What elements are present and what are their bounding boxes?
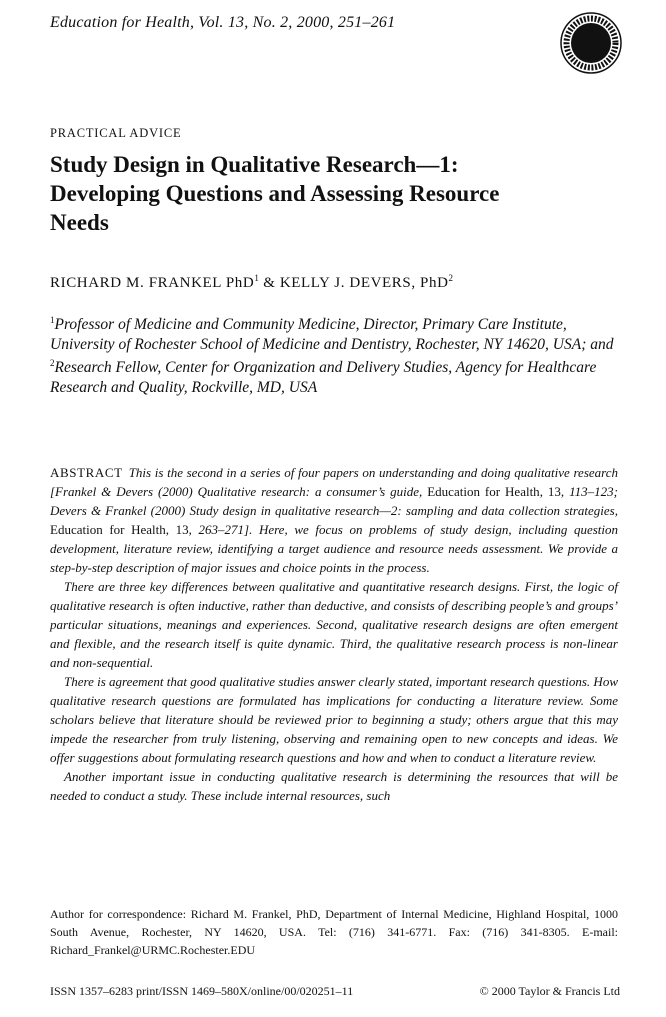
journal-name: Education for Health [50, 522, 166, 537]
abstract [50, 463, 618, 805]
affiliation-mark: 1 [50, 315, 55, 325]
author-name: RICHARD M. FRANKEL PhD [50, 275, 255, 291]
affiliations [50, 311, 630, 397]
affiliation-text: Research Fellow, Center for Organization and Delivery Studies, Agency for Healthcare Research and Quality, Rockville, MD, USA [50, 359, 597, 396]
affiliation-text: Professor of Medicine and Community Medicine, Director, Primary Care Institute, University of Rochester School of Medicine and Dentistry, Rochester, NY 14620, USA; and [50, 316, 614, 353]
article-title [50, 150, 630, 237]
section-label: PRACTICAL ADVICE [50, 126, 182, 140]
abstract-text: , 13, [165, 522, 199, 537]
author-separator: & [258, 275, 280, 291]
issn-line: ISSN 1357–6283 print/ISSN 1469–580X/online/00/020251–11 [50, 984, 354, 998]
abstract-text: This is the second in a series of four papers on understanding and doing qualitative research [Frankel & Devers (2000) Qualitative research: a consumer’s guide, [50, 465, 618, 499]
author-list [50, 273, 453, 292]
abstract-paragraph: Another important issue in conducting qualitative research is determining the resources that will be needed to conduct a study. These include internal resources, such [50, 769, 618, 803]
title-line: Study Design in Qualitative Research—1: [50, 152, 459, 177]
journal-citation: Education for Health, Vol. 13, No. 2, 2000, 251–261 [50, 14, 396, 31]
affiliation-mark: 2 [50, 358, 55, 368]
abstract-paragraph: There is agreement that good qualitative studies answer clearly stated, important research questions. How qualitative research questions are formulated has implications for conducting a literature review. Some scholars believe that literature should be reviewed prior to beginning a study; others argue that this may impede the researcher from truly listening, observing and remaining open to new concepts and ideas. We offer suggestions about formulating research questions and how and when to conduct a literature review. [50, 674, 618, 765]
abstract-paragraph: There are three key differences between qualitative and quantitative research designs. First, the logic of qualitative research is often inductive, rather than deductive, and consists of describing people’s and groups’ particular situations, meanings and experiences. Second, qualitative research designs are often emergent and flexible, and the research itself is quite dynamic. Third, the qualitative research process is non-linear and non-sequential. [50, 579, 618, 670]
title-line: Needs [50, 210, 109, 235]
correspondence-note: Author for correspondence: Richard M. Frankel, PhD, Department of Internal Medicine, Highland Hospital, 1000 South Avenue, Rochester, NY 14620, USA. Tel: (716) 341-6771. Fax: (716) 341-8305. E-mail: Richard_Frankel@URMC.Rochester.EDU [50, 907, 618, 957]
abstract-text: 113–123; Devers & Frankel (2000) Study design in qualitative research—2: sampling and data collection strategies, [50, 484, 618, 518]
copyright-line: © 2000 Taylor & Francis Ltd [479, 984, 620, 998]
publisher-seal-icon [560, 12, 622, 74]
author-name: KELLY J. DEVERS, PhD [279, 275, 449, 291]
affiliation-mark: 2 [448, 273, 454, 283]
abstract-label: ABSTRACT [50, 465, 123, 480]
abstract-text: 263–271]. Here, we focus on problems of study design, including question development, literature review, identifying a target audience and resource needs assessment. We provide a step-by-step description of major issues and choice points in the process. [50, 522, 618, 575]
affiliation-mark: 1 [254, 273, 259, 283]
abstract-text: , 13, [539, 484, 570, 499]
abstract-paragraph [50, 463, 618, 577]
title-line: Developing Questions and Assessing Resource [50, 181, 500, 206]
journal-name: Education for Health [427, 484, 540, 499]
